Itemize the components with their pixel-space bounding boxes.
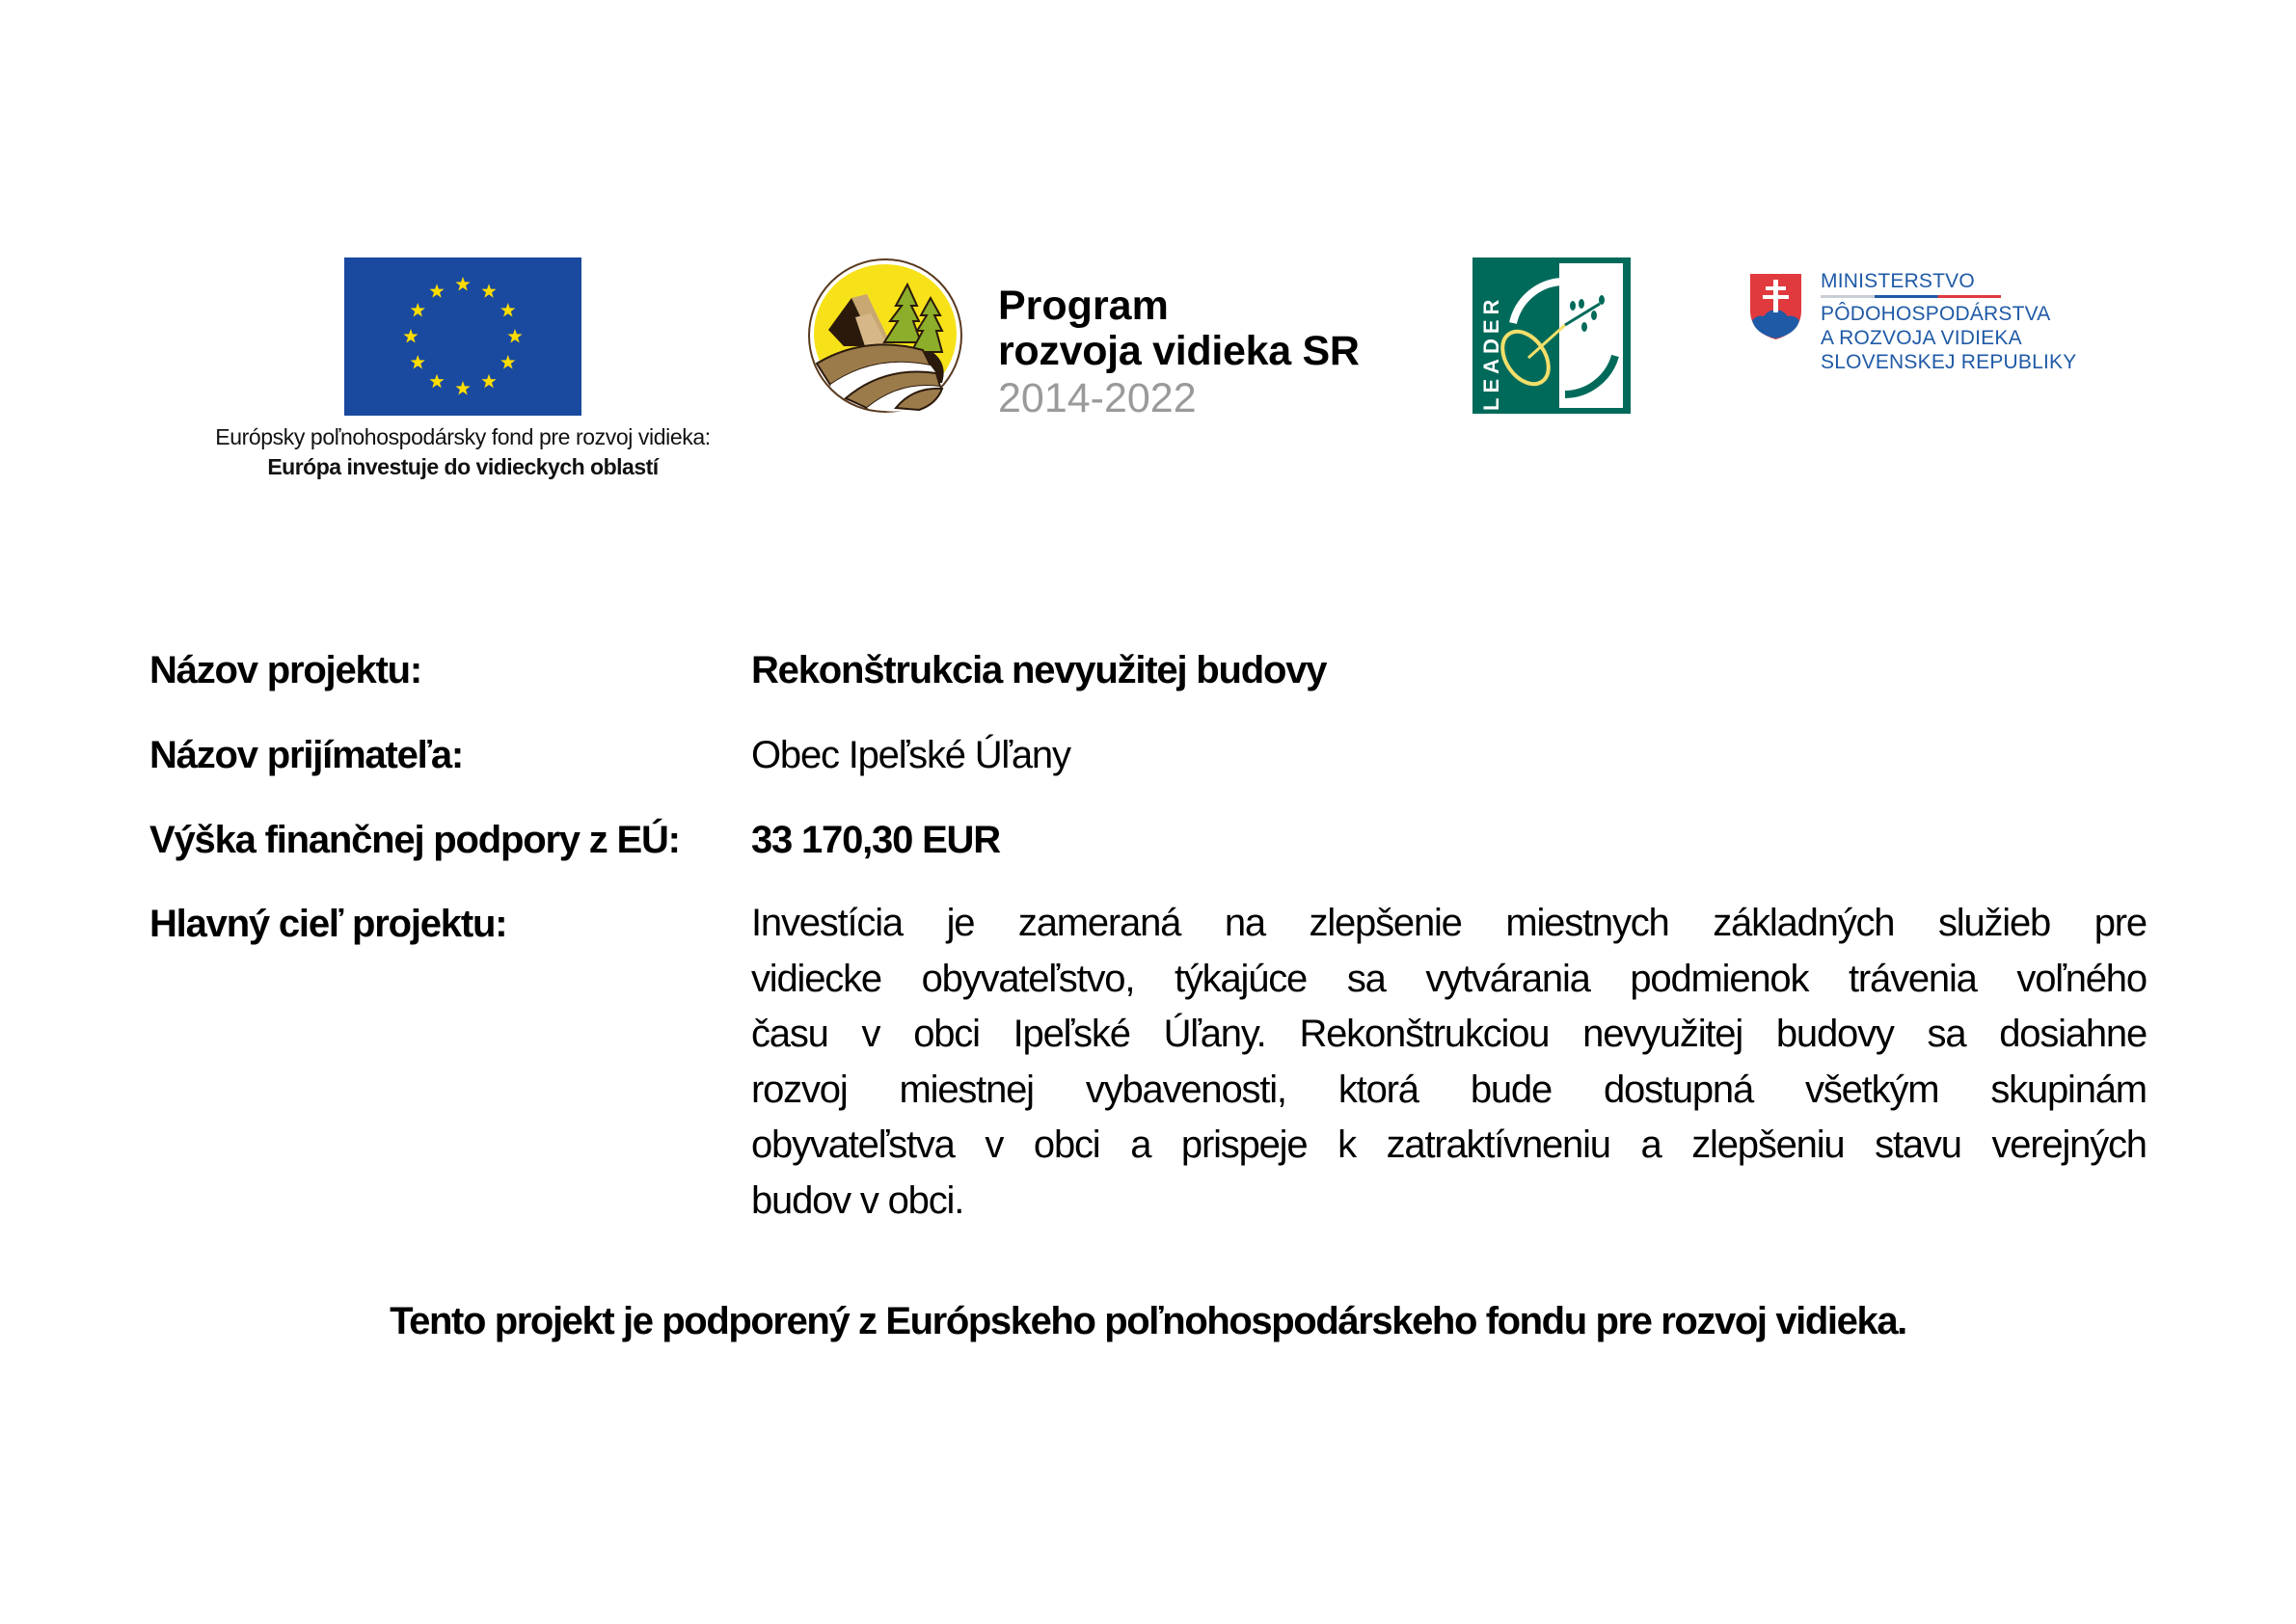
ministry-name-line-2: PÔDOHOSPODÁRSTVA [1821, 303, 2051, 325]
goal-word: obyvateľstvo, [921, 957, 1135, 1000]
goal-word: skupinám [1990, 1068, 2147, 1111]
goal-word: Ipeľské [1013, 1013, 1130, 1056]
ministry-name-line-4: SLOVENSKEJ REPUBLIKY [1821, 351, 2077, 373]
goal-word: bude [1470, 1068, 1552, 1111]
goal-word: miestnej [899, 1068, 1034, 1111]
prv-title-line-1: Program [998, 283, 1169, 329]
goal-line: budov v obci. [751, 1178, 964, 1222]
goal-word: vidiecke [751, 957, 881, 1000]
goal-word: dosiahne [1999, 1013, 2147, 1056]
goal-word: je [946, 902, 975, 944]
funding-statement: Tento projekt je podporený z Európskeho poľnohospodárskeho fondu pre rozvoj vidieka. [390, 1300, 1906, 1342]
goal-word: služieb [1937, 902, 2051, 944]
project-goal-text [751, 896, 2147, 1230]
ministry-name-line-3: A ROZVOJA VIDIEKA [1821, 327, 2022, 349]
goal-line [751, 952, 2147, 1008]
goal-word: podmienok [1630, 957, 1809, 1000]
eu-fund-caption: Európsky poľnohospodársky fond pre rozvoj vidieka: [215, 424, 711, 449]
goal-word: obyvateľstva [751, 1123, 955, 1167]
goal-line [751, 1007, 2147, 1063]
goal-word: vybavenosti, [1085, 1068, 1286, 1111]
goal-word: stavu [1875, 1123, 1961, 1167]
goal-word: dostupná [1604, 1068, 1754, 1111]
goal-word: nevyužitej [1582, 1013, 1743, 1056]
goal-line [751, 1063, 2147, 1119]
goal-word: a [1640, 1123, 1661, 1167]
goal-word: sa [1346, 957, 1386, 1000]
eu-flag-icon [344, 257, 581, 416]
goal-word: vytvárania [1425, 957, 1590, 1000]
prv-title-line-2: rozvoja vidieka SR [998, 328, 1360, 374]
goal-word: všetkým [1805, 1068, 1939, 1111]
goal-word: k [1337, 1123, 1356, 1167]
goal-word: týkajúce [1174, 957, 1308, 1000]
eu-support-amount-label: Výška finančnej podpory z EÚ: [149, 819, 680, 861]
goal-word: základných [1713, 902, 1895, 944]
ministry-tricolor-rule [1821, 295, 2001, 298]
goal-word: obci [1033, 1123, 1100, 1167]
goal-word: zlepšenie [1309, 902, 1462, 944]
goal-word: zatraktívneniu [1386, 1123, 1610, 1167]
slovak-coat-of-arms-icon [1748, 272, 1803, 340]
goal-word: času [751, 1013, 828, 1056]
goal-word: Rekonštrukciou [1299, 1013, 1550, 1056]
leader-label-text: LEADER [1479, 294, 1503, 411]
goal-word: v [861, 1013, 880, 1056]
recipient-value: Obec Ipeľské Úľany [751, 734, 1070, 776]
goal-line [751, 1118, 2147, 1174]
recipient-label: Názov prijímateľa: [149, 734, 464, 776]
goal-word: v [985, 1123, 1004, 1167]
goal-word: zameraná [1017, 902, 1181, 944]
project-name-label: Názov projektu: [149, 649, 422, 691]
ministry-name-line-1: MINISTERSTVO [1821, 270, 1975, 292]
goal-word: miestnych [1505, 902, 1669, 944]
goal-word: pre [2093, 902, 2147, 944]
goal-word: a [1130, 1123, 1151, 1167]
goal-line [751, 896, 2147, 952]
goal-word: obci [913, 1013, 980, 1056]
goal-word: rozvoj [751, 1068, 848, 1111]
eu-support-amount-value: 33 170,30 EUR [751, 819, 1000, 861]
goal-word: Investícia [751, 902, 903, 944]
goal-word: prispeje [1180, 1123, 1308, 1167]
goal-word: na [1224, 902, 1265, 944]
prv-years: 2014-2022 [998, 375, 1197, 421]
goal-word: sa [1927, 1013, 1966, 1056]
goal-word: voľného [2016, 957, 2147, 1000]
project-name-value: Rekonštrukcia nevyužitej budovy [751, 649, 1327, 691]
goal-word: budovy [1775, 1013, 1894, 1056]
project-goal-label: Hlavný cieľ projektu: [149, 903, 507, 945]
prv-emblem-icon [807, 257, 963, 414]
goal-word: trávenia [1848, 957, 1977, 1000]
goal-word: ktorá [1337, 1068, 1418, 1111]
goal-word: zlepšeniu [1691, 1123, 1845, 1167]
eu-fund-slogan: Európa investuje do vidieckych oblastí [267, 454, 659, 479]
goal-word: verejných [1991, 1123, 2147, 1167]
goal-word: Úľany. [1163, 1013, 1266, 1056]
